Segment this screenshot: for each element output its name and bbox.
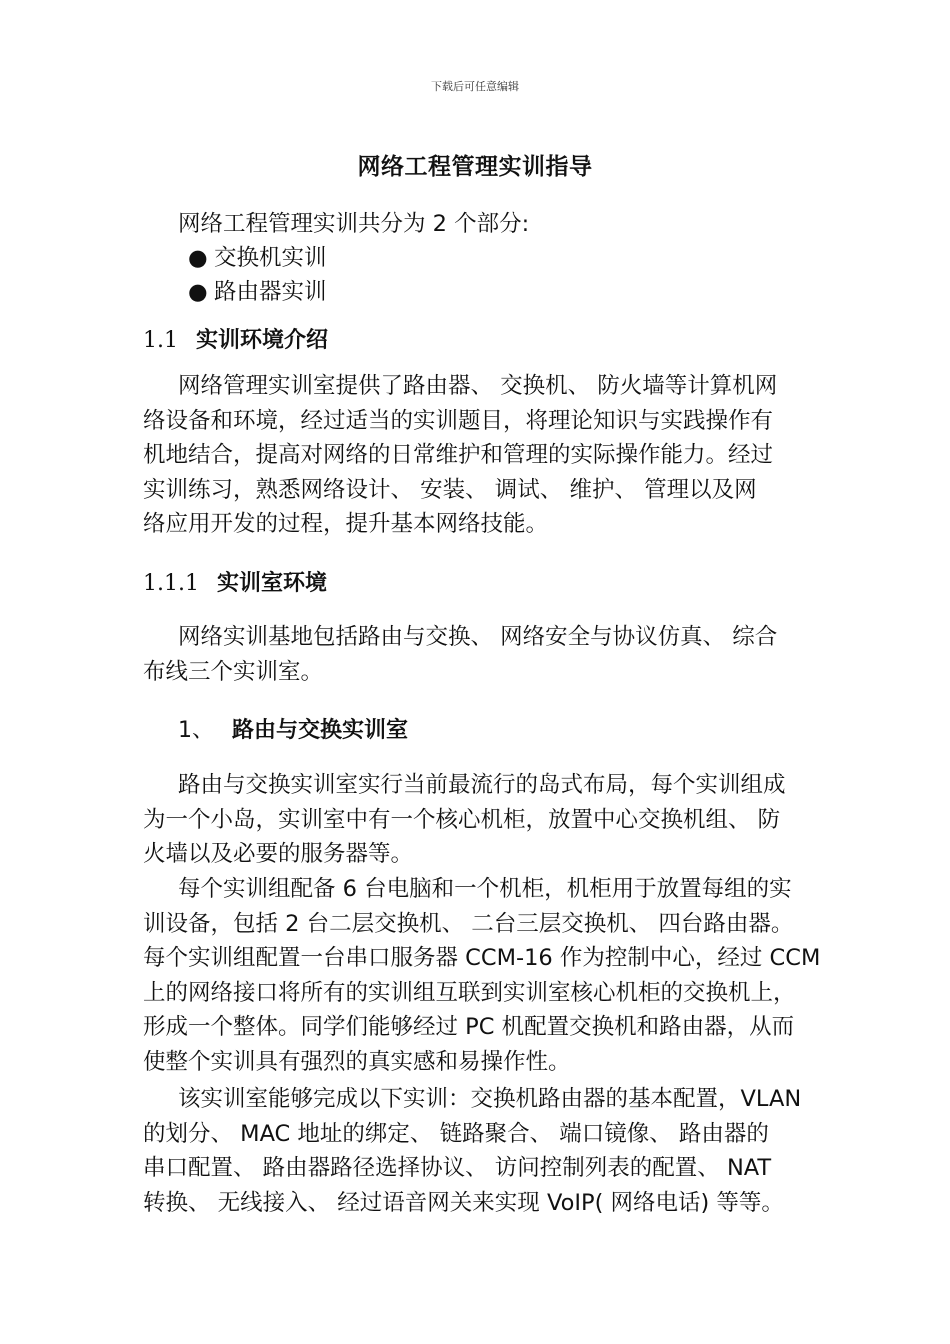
paragraph-line: 火墙以及必要的服务器等。 bbox=[143, 841, 414, 867]
paragraph-line: 布线三个实训室。 bbox=[143, 658, 324, 685]
paragraph-line: 为一个小岛，实训室中有一个核心机柜，放置中心交换机组、 防 bbox=[143, 806, 781, 833]
paragraph-line: 使整个实训具有强烈的真实感和易操作性。 bbox=[143, 1048, 571, 1075]
paragraph-line: 网络管理实训室提供了路由器、 交换机、 防火墙等计算机网 bbox=[178, 373, 778, 399]
paragraph-line: 网络实训基地包括路由与交换、 网络安全与协议仿真、 综合 bbox=[178, 624, 778, 650]
paragraph-equipment bbox=[143, 872, 823, 1079]
bullet-item bbox=[188, 241, 327, 275]
bullet-dot-icon: ● bbox=[188, 245, 208, 271]
section-title: 实训环境介绍 bbox=[196, 328, 329, 353]
paragraph-line: 实训练习，熟悉网络设计、 安装、 调试、 维护、 管理以及网 bbox=[143, 476, 757, 503]
paragraph-layout bbox=[143, 768, 823, 872]
paragraph-capabilities bbox=[143, 1082, 823, 1220]
subsection-number: 1、 bbox=[178, 718, 214, 743]
paragraph-line: 串口配置、 路由器路径选择协议、 访问控制列表的配置、 NAT bbox=[143, 1155, 772, 1181]
paragraph-line: 络应用开发的过程，提升基本网络技能。 bbox=[143, 511, 549, 537]
intro-text: 网络工程管理实训共分为 2 个部分: bbox=[178, 211, 530, 237]
paragraph-line: 训设备，包括 2 台二层交换机、 二台三层交换机、 四台路由器。 bbox=[143, 910, 794, 937]
paragraph-line: 的划分、 MAC 地址的绑定、 链路聚合、 端口镜像、 路由器的 bbox=[143, 1120, 769, 1147]
paragraph-line: 上的网络接口将所有的实训组互联到实训室核心机柜的交换机上， bbox=[143, 979, 796, 1006]
header-note: 下载后可任意编辑 bbox=[431, 80, 519, 93]
paragraph-line: 转换、 无线接入、 经过语音网关来实现 VoIP( 网络电话) 等等。 bbox=[143, 1189, 784, 1216]
paragraph-line: 形成一个整体。同学们能够经过 PC 机配置交换机和路由器，从而 bbox=[143, 1014, 795, 1040]
paragraph-line: 络设备和环境，经过适当的实训题目，将理论知识与实践操作有 bbox=[143, 407, 774, 434]
paragraph-training-environment bbox=[143, 369, 823, 542]
section-heading-1-1 bbox=[143, 323, 328, 354]
section-heading-1-1-1 bbox=[143, 566, 327, 597]
document-title: 网络工程管理实训指导 bbox=[357, 154, 593, 180]
section-number: 1.1.1 bbox=[143, 571, 199, 596]
bullet-label: 交换机实训 bbox=[214, 245, 327, 271]
paragraph-line: 每个实训组配备 6 台电脑和一个机柜，机柜用于放置每组的实 bbox=[178, 876, 792, 902]
subsection-title: 路由与交换实训室 bbox=[232, 718, 409, 743]
paragraph-line: 机地结合，提高对网络的日常维护和管理的实际操作能力。经过 bbox=[143, 442, 774, 468]
paragraph-line: 每个实训组配置一台串口服务器 CCM-16 作为控制中心，经过 CCM bbox=[143, 945, 821, 971]
subsection-heading-routing-switching bbox=[178, 713, 408, 744]
bullet-item bbox=[188, 275, 327, 309]
paragraph-lab-environment bbox=[143, 620, 823, 689]
bullet-dot-icon: ● bbox=[188, 279, 208, 305]
section-number: 1.1 bbox=[143, 328, 178, 353]
paragraph-line: 该实训室能够完成以下实训：交换机路由器的基本配置，VLAN bbox=[178, 1086, 802, 1112]
bullet-label: 路由器实训 bbox=[214, 279, 327, 305]
section-title: 实训室环境 bbox=[216, 571, 327, 596]
paragraph-line: 路由与交换实训室实行当前最流行的岛式布局，每个实训组成 bbox=[178, 772, 786, 798]
